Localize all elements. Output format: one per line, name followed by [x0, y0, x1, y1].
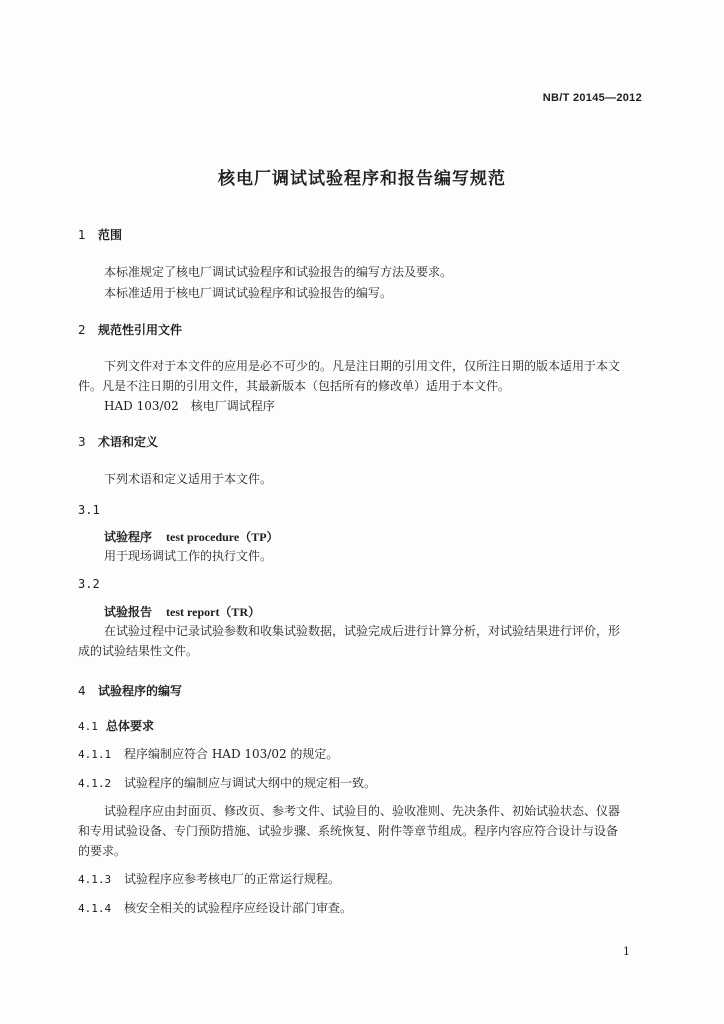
term-definition: 用于现场调试工作的执行文件。 [104, 549, 273, 563]
reference-entry: HAD 103/02 核电厂调试程序 [104, 399, 275, 413]
clause-number: 4.1.4 [78, 902, 112, 915]
section-number: 4 [78, 684, 86, 698]
term-chinese: 试验报告 [104, 605, 153, 619]
document-title: 核电厂调试试验程序和报告编写规范 [218, 169, 506, 189]
section-number: 2 [78, 323, 86, 337]
paragraph-line: 试验程序应由封面页、修改页、参考文件、试验目的、验收准则、先决条件、初始试验状态、仪器 [104, 804, 621, 818]
term-definition: 成的试验结果性文件。 [78, 644, 199, 658]
clause-number: 4.1.2 [78, 777, 112, 790]
paragraph: 下列术语和定义适用于本文件。 [104, 472, 273, 486]
section-4-heading [78, 682, 182, 699]
term-number: 3.1 [78, 503, 100, 517]
section-3-heading [78, 433, 158, 450]
clause-text: 核安全相关的试验程序应经设计部门审查。 [124, 901, 353, 915]
standard-number: NB/T 20145—2012 [542, 92, 642, 104]
clause-text: 程序编制应符合 HAD 103/02 的规定。 [124, 747, 339, 761]
section-number: 1 [78, 228, 86, 242]
subsection-4-1-heading [78, 717, 154, 734]
section-2-heading [78, 321, 182, 338]
clause-4-1-3 [78, 870, 340, 887]
paragraph: 本标准适用于核电厂调试试验程序和试验报告的编写。 [104, 286, 393, 300]
clause-4-1-4 [78, 899, 352, 916]
clause-number: 4.1.1 [78, 748, 112, 761]
section-title: 试验程序的编写 [98, 684, 183, 698]
section-title: 规范性引用文件 [98, 323, 183, 337]
paragraph-line: 下列文件对于本文件的应用是必不可少的。凡是注日期的引用文件，仅所注日期的版本适用于本文 [104, 359, 621, 373]
subsection-number: 4.1 [78, 720, 98, 733]
clause-number: 4.1.3 [78, 873, 112, 886]
paragraph: 本标准规定了核电厂调试试验程序和试验报告的编写方法及要求。 [104, 265, 453, 279]
term-number: 3.2 [78, 577, 100, 591]
subsection-title: 总体要求 [106, 719, 155, 733]
term-english: test procedure（TP） [166, 530, 279, 544]
section-title: 术语和定义 [98, 435, 159, 449]
term-heading [104, 528, 279, 545]
term-chinese: 试验程序 [104, 530, 153, 544]
section-number: 3 [78, 435, 86, 449]
page-number: 1 [623, 945, 630, 958]
clause-4-1-2 [78, 774, 376, 791]
section-title: 范围 [98, 228, 123, 242]
term-english: test report（TR） [166, 605, 261, 619]
clause-4-1-1 [78, 745, 338, 762]
paragraph-line: 和专用试验设备、专门预防措施、试验步骤、系统恢复、附件等章节组成。程序内容应符合设计与设备 [78, 824, 619, 838]
term-definition: 在试验过程中记录试验参数和收集试验数据，试验完成后进行计算分析，对试验结果进行评价，形 [104, 624, 621, 638]
paragraph-line: 件。凡是不注日期的引用文件，其最新版本（包括所有的修改单）适用于本文件。 [78, 379, 511, 393]
clause-text: 试验程序的编制应与调试大纲中的规定相一致。 [124, 776, 377, 790]
term-heading [104, 603, 260, 620]
paragraph-line: 的要求。 [78, 844, 127, 858]
clause-text: 试验程序应参考核电厂的正常运行规程。 [124, 872, 341, 886]
section-1-heading [78, 226, 122, 243]
